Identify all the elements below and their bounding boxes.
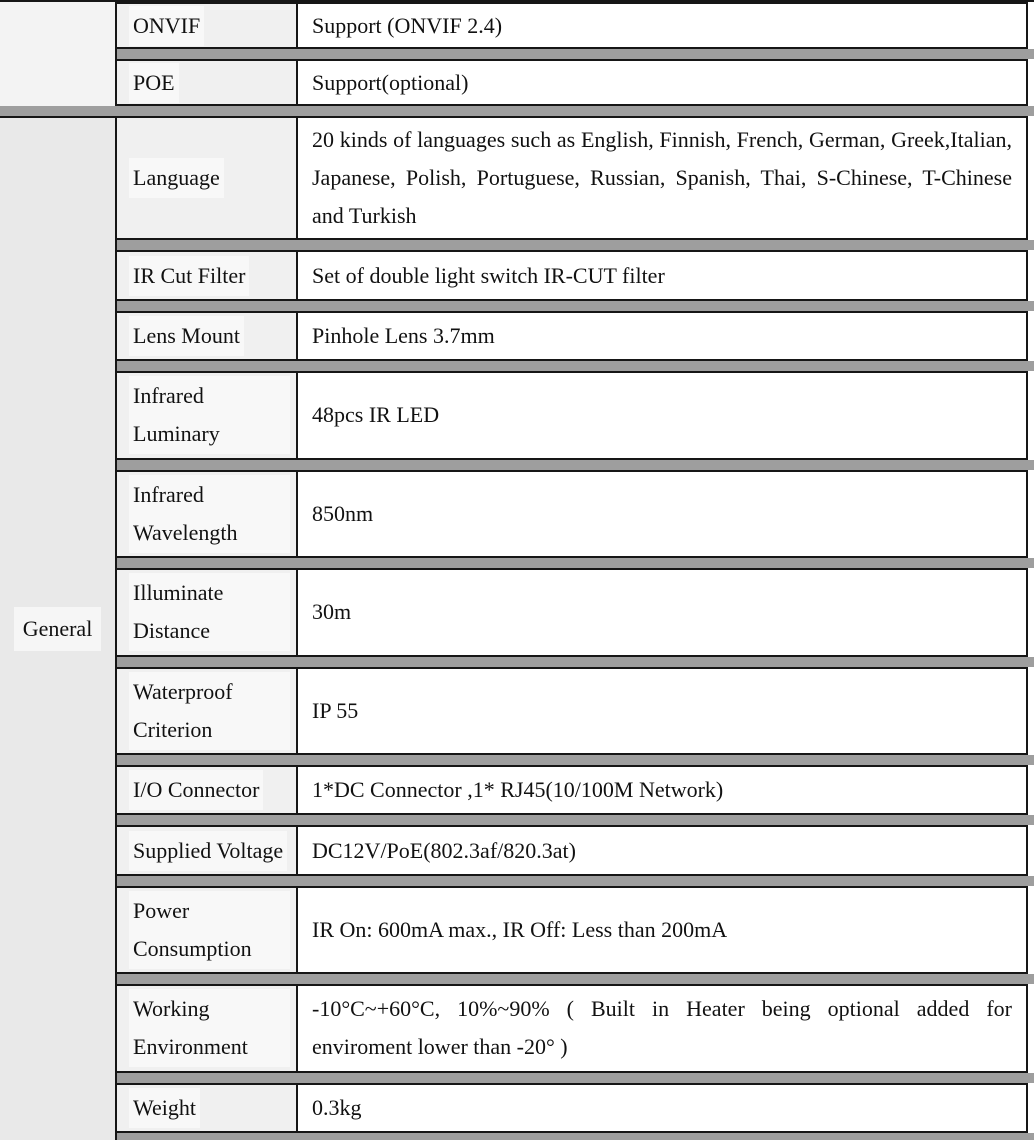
row-separator — [117, 240, 1034, 250]
section-divider — [0, 106, 1034, 116]
table-row — [117, 371, 1028, 459]
row-value-cell — [298, 767, 1026, 813]
row-value-cell — [298, 472, 1026, 556]
row-label: Infrared Luminary — [129, 376, 290, 454]
row-label: Illuminate Distance — [129, 573, 290, 651]
row-value-cell — [298, 1085, 1026, 1131]
row-value-cell — [298, 888, 1026, 972]
section-label: General — [14, 607, 102, 651]
row-label-cell — [117, 986, 298, 1070]
row-label-cell — [117, 252, 298, 298]
row-label-cell — [117, 373, 298, 457]
row-label-cell — [117, 669, 298, 753]
row-value-cell — [298, 373, 1026, 457]
section-label-cell — [0, 2, 117, 106]
table-row — [117, 250, 1028, 300]
row-label: Supplied Voltage — [129, 831, 287, 871]
row-value: 48pcs IR LED — [312, 402, 440, 428]
table-row — [117, 568, 1028, 656]
table-row — [117, 1083, 1028, 1133]
row-separator — [117, 558, 1034, 568]
row-separator — [117, 49, 1034, 59]
table-row — [117, 984, 1028, 1072]
row-value: 20 kinds of languages such as English, Finnish, French, German, Greek,Italian, Japanese, Polish, Portuguese, Russian, Spanish, Thai, S-Chinese, T-Chinese and Turkish — [312, 127, 1012, 229]
row-value-cell — [298, 986, 1026, 1070]
table-row — [117, 470, 1028, 558]
row-value-cell — [298, 61, 1026, 104]
row-label: Power Consumption — [129, 891, 290, 969]
row-value: 1*DC Connector ,1* RJ45(10/100M Network) — [312, 777, 724, 803]
row-value-cell — [298, 4, 1026, 47]
row-label: ONVIF — [129, 6, 204, 46]
row-separator — [117, 361, 1034, 371]
row-value-cell — [298, 827, 1026, 873]
row-label-cell — [117, 888, 298, 972]
row-value-cell — [298, 118, 1026, 238]
table-row — [117, 886, 1028, 974]
row-value: 850nm — [312, 500, 374, 526]
table-row — [117, 116, 1028, 240]
row-label-cell — [117, 570, 298, 654]
table-row — [117, 825, 1028, 875]
table-row — [117, 667, 1028, 755]
row-value: DC12V/PoE(802.3af/820.3at) — [312, 837, 576, 863]
row-value-cell — [298, 252, 1026, 298]
row-value: Pinhole Lens 3.7mm — [312, 323, 495, 349]
row-value: -10°C~+60°C, 10%~90% ( Built in Heater being optional added for enviroment lower than -20° ) — [312, 996, 1012, 1060]
row-label-cell — [117, 118, 298, 238]
table-row — [117, 2, 1028, 49]
row-separator — [117, 815, 1034, 825]
row-separator — [117, 657, 1034, 667]
row-separator — [117, 1073, 1034, 1083]
row-separator — [117, 876, 1034, 886]
row-value: IP 55 — [312, 697, 359, 723]
row-separator — [117, 755, 1034, 765]
row-value: 30m — [312, 599, 352, 625]
row-label: Infrared Wavelength — [129, 475, 290, 553]
row-separator — [117, 974, 1034, 984]
row-separator — [117, 460, 1034, 470]
row-label: Waterproof Criterion — [129, 672, 290, 750]
row-label: Language — [129, 158, 224, 198]
row-label-cell — [117, 472, 298, 556]
rows-column — [117, 2, 1034, 106]
row-value: Set of double light switch IR-CUT filter — [312, 262, 665, 288]
row-label-cell — [117, 4, 298, 47]
row-label-cell — [117, 313, 298, 359]
row-label: Working Environment — [129, 989, 290, 1067]
section — [0, 116, 1034, 1140]
row-separator — [117, 1133, 1034, 1140]
row-label: Weight — [129, 1088, 200, 1128]
row-label: POE — [129, 63, 179, 103]
rows-column — [117, 116, 1034, 1140]
row-value-cell — [298, 570, 1026, 654]
table-row — [117, 765, 1028, 815]
row-value: Support (ONVIF 2.4) — [312, 12, 503, 38]
table-row — [117, 59, 1028, 106]
row-label-cell — [117, 767, 298, 813]
row-value-cell — [298, 313, 1026, 359]
row-label-cell — [117, 1085, 298, 1131]
row-value-cell — [298, 669, 1026, 753]
row-label-cell — [117, 827, 298, 873]
row-value: 0.3kg — [312, 1094, 362, 1120]
section-label-cell — [0, 116, 117, 1140]
section — [0, 2, 1034, 106]
row-separator — [117, 301, 1034, 311]
row-value: IR On: 600mA max., IR Off: Less than 200mA — [312, 917, 728, 942]
row-label: Lens Mount — [129, 316, 244, 356]
row-label-cell — [117, 61, 298, 104]
row-label: IR Cut Filter — [129, 256, 249, 296]
row-label: I/O Connector — [129, 770, 263, 810]
row-value: Support(optional) — [312, 69, 469, 95]
table-row — [117, 311, 1028, 361]
